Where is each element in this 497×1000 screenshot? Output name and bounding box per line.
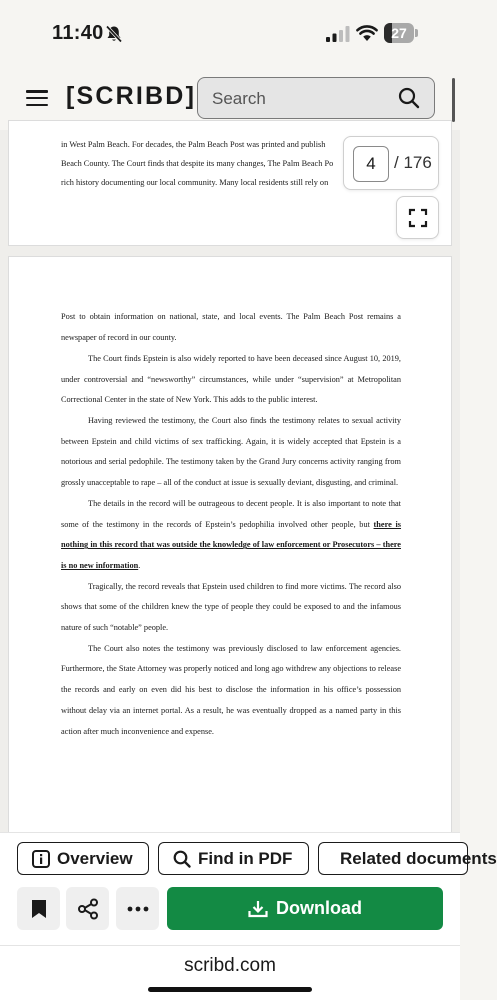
search-icon bbox=[173, 850, 191, 868]
related-documents-label: Related documents bbox=[340, 848, 497, 868]
doc-emphasis: there is nothing in this record that was outside the knowledge of law enforcement or Prosecutors – there is no new information bbox=[61, 519, 402, 570]
wifi-icon bbox=[356, 24, 378, 42]
doc-text: . bbox=[138, 560, 141, 570]
download-icon bbox=[248, 900, 268, 918]
share-button[interactable] bbox=[66, 887, 109, 930]
page-scrollbar[interactable] bbox=[452, 78, 455, 122]
more-options-button[interactable] bbox=[116, 887, 159, 930]
scribd-logo[interactable]: [SCRIBD] bbox=[66, 82, 197, 110]
doc-line: rich history documenting our local community. Many local residents still rely on bbox=[61, 178, 329, 187]
overview-label: Overview bbox=[57, 848, 133, 868]
page-total: / 176 bbox=[394, 153, 432, 172]
bookmark-icon bbox=[31, 899, 47, 919]
status-bar bbox=[0, 0, 460, 66]
more-icon bbox=[127, 906, 149, 912]
search-input[interactable] bbox=[212, 87, 382, 111]
page-body bbox=[61, 307, 401, 742]
menu-icon[interactable] bbox=[26, 90, 48, 106]
page-counter bbox=[343, 136, 439, 190]
fullscreen-button[interactable] bbox=[396, 196, 439, 239]
document-page-current bbox=[8, 256, 452, 856]
doc-line: Beach County. The Court finds that despite its many changes, The Palm Beach Po bbox=[61, 159, 334, 168]
browser-url[interactable]: scribd.com bbox=[184, 955, 276, 976]
info-icon bbox=[32, 850, 50, 868]
search-box[interactable] bbox=[197, 77, 435, 119]
battery-percent: 27 bbox=[391, 25, 407, 41]
fullscreen-icon bbox=[409, 209, 427, 227]
bell-slash-icon bbox=[104, 24, 124, 44]
document-viewer[interactable] bbox=[0, 130, 460, 832]
related-documents-button[interactable] bbox=[318, 842, 497, 875]
doc-paragraph: Tragically, the record reveals that Epstein used children to find more victims. The record also shows that some of the children knew the type of people they could be exposed to and the infamous nature of such “notable” people. bbox=[61, 581, 401, 633]
overview-button[interactable] bbox=[17, 842, 149, 875]
page-number-input[interactable]: 4 bbox=[353, 146, 389, 182]
doc-paragraph bbox=[61, 494, 401, 577]
doc-paragraph: The Court also notes the testimony was previously disclosed to law enforcement agencies. Furthermore, the State Attorney was properly noticed and long ago withdrew any objections to release the records and early on even did his best to disclose the information in his office’s possession without delay via an internet portal. As a result, he was eventually dropped as a named party in this action after much inconvenience and expense. bbox=[61, 643, 401, 736]
download-button[interactable] bbox=[167, 887, 443, 930]
find-in-pdf-button[interactable] bbox=[158, 842, 309, 875]
bookmark-button[interactable] bbox=[17, 887, 60, 930]
home-indicator[interactable] bbox=[148, 987, 312, 992]
divider bbox=[0, 945, 460, 946]
status-time: 11:40 bbox=[52, 22, 104, 44]
doc-text: The details in the record will be outrageous to decent people. It is also important to note that some of the testimony in the records of Epstein’s pedophilia involved other people, but bbox=[61, 498, 401, 529]
doc-paragraph: Post to obtain information on national, state, and local events. The Palm Beach Post remains a newspaper of record in our county. bbox=[61, 312, 401, 342]
share-icon bbox=[77, 898, 99, 920]
download-label: Download bbox=[276, 898, 362, 918]
bottom-toolbar bbox=[0, 832, 497, 1000]
doc-paragraph: Having reviewed the testimony, the Court also finds the testimony relates to sexual activity between Epstein and child victims of sex trafficking. Again, it is widely accepted that Epstein is a notorious and serial pedophile. The testimony taken by the Grand Jury concerns activity ranging from grossly unacceptable to rape – all of the conduct at issue is sexually deviant, disgusting, and criminal. bbox=[61, 416, 401, 488]
signal-icon bbox=[326, 26, 350, 42]
search-icon[interactable] bbox=[398, 87, 420, 109]
battery-icon bbox=[384, 23, 418, 43]
find-in-pdf-label: Find in PDF bbox=[198, 848, 293, 868]
doc-line: in West Palm Beach. For decades, the Palm Beach Post was printed and publish bbox=[61, 140, 326, 149]
doc-paragraph: The Court finds Epstein is also widely reported to have been deceased since August 10, 2019, under controversial and “newsworthy” circumstances, while under “supervision” at Metropolitan Correctional Center in the state of New York. This adds to the public interest. bbox=[61, 353, 401, 405]
